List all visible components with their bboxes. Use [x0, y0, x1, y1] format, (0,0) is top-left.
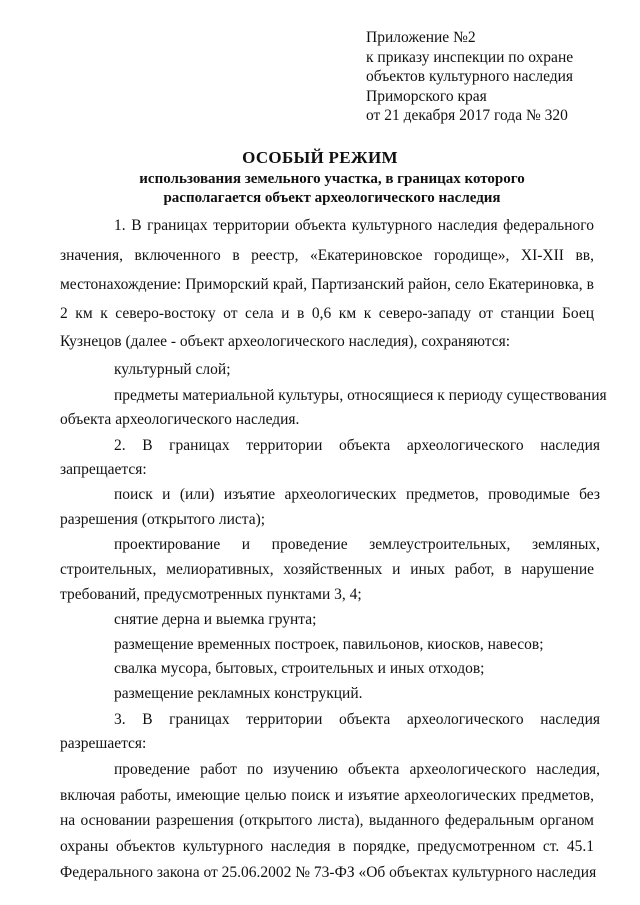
list-item: строительных, мелиоративных, хозяйственных и иных работ, в нарушение: [60, 561, 594, 578]
approval-line: объектов культурного наследия: [366, 68, 574, 86]
approval-line: Приложение №2: [366, 29, 476, 46]
paragraph-line: 2. В границах территории объекта археологического наследия: [114, 437, 600, 454]
list-item: проведение работ по изучению объекта археологического наследия,: [114, 761, 600, 778]
approval-block: [366, 28, 616, 126]
list-item: размещение временных построек, павильонов, киосков, навесов;: [114, 636, 544, 653]
paragraph-line: 2 км к северо-востоку от села и в 0,6 км к северо-западу от станции Боец: [60, 305, 594, 322]
paragraph-line: 1. В границах территории объекта культурного наследия федерального: [114, 217, 594, 234]
list-item: предметы материальной культуры, относящиеся к периоду существования: [114, 387, 607, 404]
list-item: снятие дерна и выемка грунта;: [114, 611, 317, 628]
approval-line: к приказу инспекции по охране: [366, 48, 574, 66]
paragraph-line: 3. В границах территории объекта археологического наследия: [114, 711, 600, 728]
document-subtitle: располагается объект археологического наследия: [163, 190, 501, 206]
list-item: поиск и (или) изъятие археологических предметов, проводимые без: [114, 486, 600, 503]
list-item: включая работы, имеющие целью поиск и изъятие археологических предметов,: [60, 787, 594, 804]
list-item: на основании разрешения (открытого листа), выданного федеральным органом: [60, 812, 594, 829]
list-item: разрешения (открытого листа);: [60, 511, 266, 528]
list-item: охраны объектов культурного наследия в порядке, предусмотренном ст. 45.1: [60, 838, 594, 855]
paragraph-line: местонахождение: Приморский край, Партизанский район, село Екатериновка, в: [60, 276, 594, 293]
list-item: культурный слой;: [114, 361, 231, 378]
document-title: ОСОБЫЙ РЕЖИМ: [242, 148, 398, 167]
list-item: Федерального закона от 25.06.2002 № 73-ФЗ «Об объектах культурного наследия: [60, 864, 597, 881]
paragraph-line: объекта археологического наследия.: [60, 411, 300, 428]
approval-line: от 21 декабря 2017 года № 320: [366, 107, 568, 125]
paragraph-line: Кузнецов (далее - объект археологического наследия), сохраняются:: [60, 333, 511, 350]
paragraph-line: значения, включенного в реестр, «Екатериновское городище», XI-XII вв,: [60, 247, 594, 264]
paragraph-line: разрешается:: [60, 735, 147, 752]
list-item: проектирование и проведение землеустроительных, земляных,: [114, 536, 600, 553]
list-item: свалка мусора, бытовых, строительных и иных отходов;: [114, 660, 485, 677]
paragraph-line: запрещается:: [60, 461, 147, 478]
approval-line: Приморского края: [366, 87, 487, 105]
list-item: требований, предусмотренных пунктами 3, 4;: [60, 586, 362, 603]
document-subtitle: использования земельного участка, в границах которого: [139, 171, 525, 187]
list-item: размещение рекламных конструкций.: [114, 685, 363, 702]
